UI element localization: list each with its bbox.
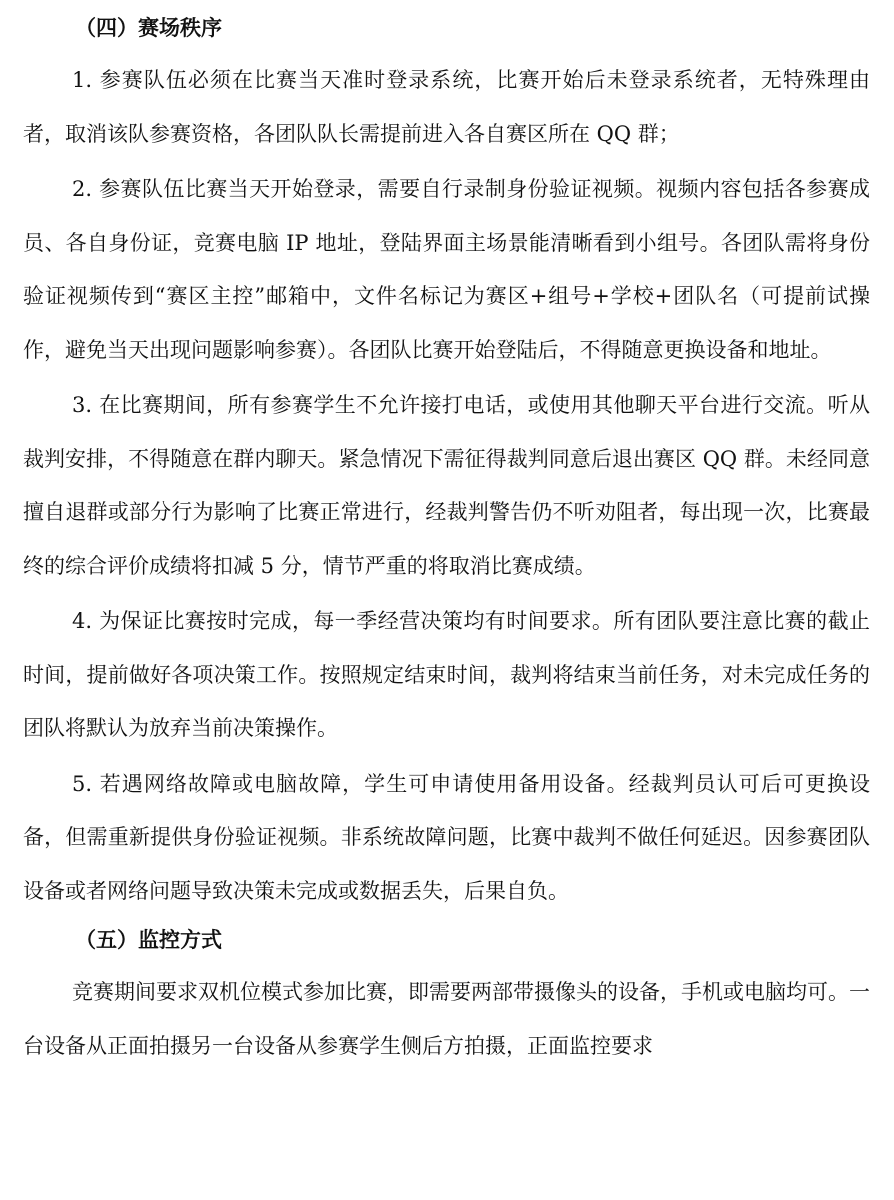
rule-paragraph-5: 5. 若遇网络故障或电脑故障，学生可申请使用备用设备。经裁判员认可后可更换设备，但需重新提供身份验证视频。非系统故障问题，比赛中裁判不做任何延迟。因参赛团队设备或者网络问题导致决策未完成或数据丢失，后果自负。 xyxy=(23,771,870,903)
rule-paragraph-3: 3. 在比赛期间，所有参赛学生不允许接打电话，或使用其他聊天平台进行交流。听从裁判安排，不得随意在群内聊天。紧急情况下需征得裁判同意后退出赛区 QQ 群。未经同意擅自退群或部分行为影响了比赛正常进行，经裁判警告仍不听劝阻者，每出现一次，比赛最终的综合评价成绩将扣减 5 分，情节严重的将取消比赛成绩。 xyxy=(23,393,870,578)
rule-paragraph-2: 2. 参赛队伍比赛当天开始登录，需要自行录制身份验证视频。视频内容包括各参赛成员、各自身份证，竞赛电脑 IP 地址，登陆界面主场景能清晰看到小组号。各团队需将身份验证视频传到“赛区主控”邮箱中，文件名标记为赛区+组号+学校+团队名（可提前试操作，避免当天出现问题影响参赛）。各团队比赛开始登陆后，不得随意更换设备和地址。 xyxy=(23,177,870,362)
rule-paragraph-1: 1. 参赛队伍必须在比赛当天准时登录系统，比赛开始后未登录系统者，无特殊理由者，取消该队参赛资格，各团队队长需提前进入各自赛区所在 QQ 群； xyxy=(23,68,870,146)
monitoring-paragraph: 竞赛期间要求双机位模式参加比赛，即需要两部带摄像头的设备，手机或电脑均可。一台设备从正面拍摄另一台设备从参赛学生侧后方拍摄，正面监控要求 xyxy=(23,980,870,1058)
rule-paragraph-4: 4. 为保证比赛按时完成，每一季经营决策均有时间要求。所有团队要注意比赛的截止时间，提前做好各项决策工作。按照规定结束时间，裁判将结束当前任务，对未完成任务的团队将默认为放弃当前决策操作。 xyxy=(23,609,870,740)
section-heading-monitoring: （五）监控方式 xyxy=(75,927,222,952)
section-heading-order: （四）赛场秩序 xyxy=(75,15,222,40)
